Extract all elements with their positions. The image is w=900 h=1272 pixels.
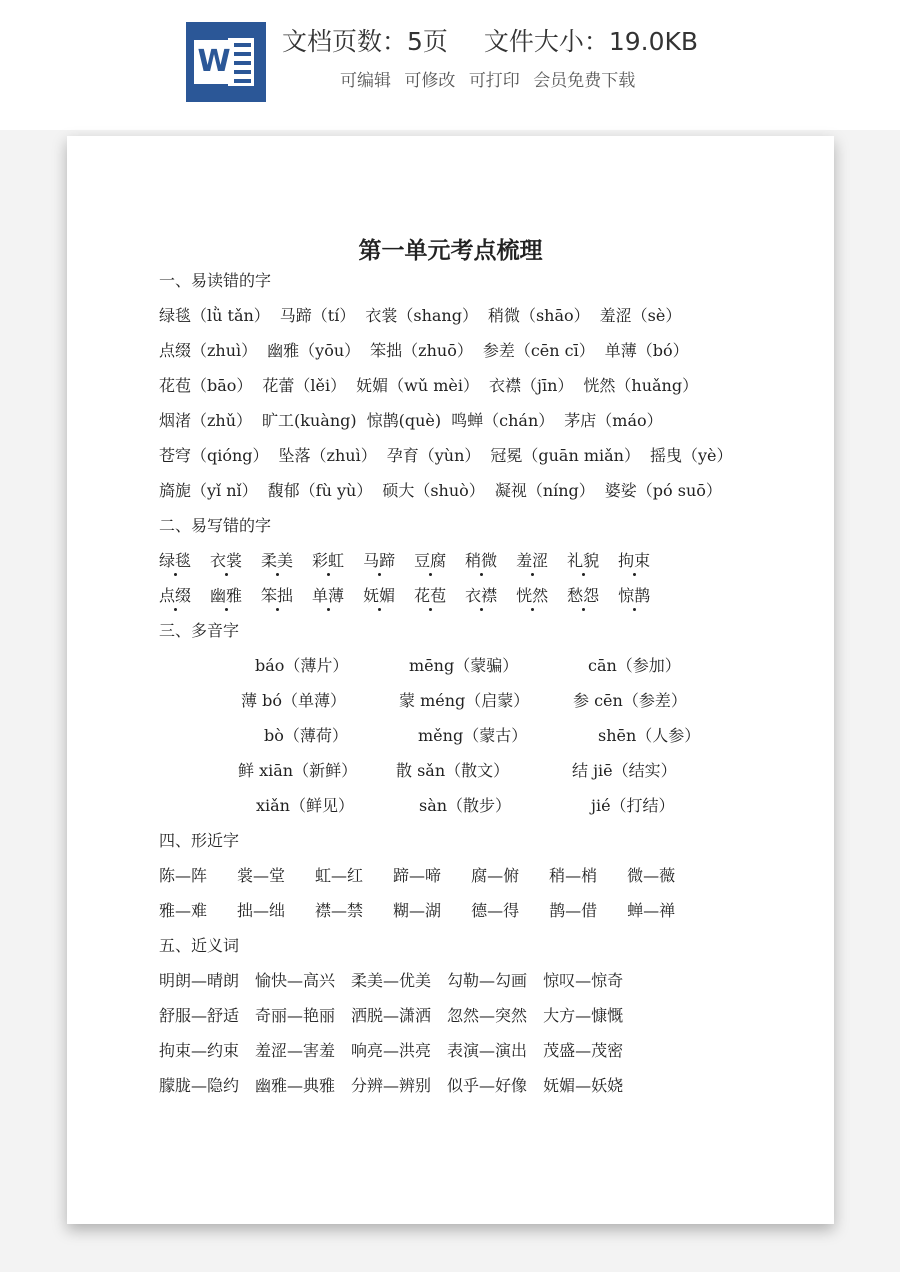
synonym-pair: 明朗—晴朗 bbox=[159, 971, 240, 990]
miswritten-word: 花苞 bbox=[414, 583, 446, 606]
misread-item: 衣裳（shang） bbox=[365, 306, 478, 325]
synonym-pair: 大方—慷慨 bbox=[543, 1006, 624, 1025]
misread-item: 摇曳（yè） bbox=[650, 446, 733, 465]
miswritten-word: 拘束 bbox=[618, 548, 650, 571]
similar-pair: 虹—红 bbox=[315, 866, 364, 885]
feature-printable: 可打印 bbox=[468, 71, 520, 91]
miswritten-word: 绿毯 bbox=[159, 548, 191, 571]
similar-pair: 鹊—借 bbox=[549, 901, 598, 920]
synonym-pair: 忽然—突然 bbox=[447, 1006, 528, 1025]
miswritten-word: 稍微 bbox=[465, 548, 497, 571]
similar-pair: 蹄—啼 bbox=[393, 866, 442, 885]
misread-item: 稍微（shāo） bbox=[487, 306, 590, 325]
misread-item: 冠冕（guān miǎn） bbox=[490, 446, 640, 465]
misread-item: 硕大（shuò） bbox=[382, 481, 485, 500]
synonym-pair: 柔美—优美 bbox=[351, 971, 432, 990]
misread-item: 点缀（zhuì） bbox=[159, 341, 258, 360]
synonym-pair: 妩媚—妖娆 bbox=[543, 1076, 624, 1095]
misread-row bbox=[159, 478, 732, 501]
miswritten-word: 单薄 bbox=[312, 583, 344, 606]
misread-item: 苍穹（qióng） bbox=[159, 446, 269, 465]
polyphonic-entry: báo（薄片） bbox=[255, 656, 349, 675]
misread-item: 鸣蝉（chán） bbox=[451, 411, 555, 430]
similar-pair: 稍—梢 bbox=[549, 866, 598, 885]
polyphonic-entry: 薄 bó（单薄） bbox=[241, 691, 346, 710]
synonym-pair: 拘束—约束 bbox=[159, 1041, 240, 1060]
miswritten-word: 礼貌 bbox=[567, 548, 599, 571]
miswritten-row bbox=[159, 548, 669, 571]
similar-pair: 微—薇 bbox=[627, 866, 676, 885]
file-info bbox=[282, 22, 726, 58]
misread-item: 茅店（máo） bbox=[564, 411, 663, 430]
similar-pair: 拙—绌 bbox=[237, 901, 286, 920]
misread-row bbox=[159, 443, 743, 466]
miswritten-word: 幽雅 bbox=[210, 583, 242, 606]
page-count: 文档页数：5页 bbox=[282, 27, 448, 56]
misread-row bbox=[159, 303, 691, 326]
miswritten-word: 愁怨 bbox=[567, 583, 599, 606]
misread-item: 幽雅（yōu） bbox=[267, 341, 361, 360]
synonym-pair: 表演—演出 bbox=[447, 1041, 528, 1060]
miswritten-word: 彩虹 bbox=[312, 548, 344, 571]
polyphonic-entry: měng（蒙古） bbox=[418, 726, 528, 745]
miswritten-word: 马蹄 bbox=[363, 548, 395, 571]
synonym-row bbox=[159, 1003, 639, 1026]
miswritten-row bbox=[159, 583, 669, 606]
synonym-pair: 分辨—辨别 bbox=[351, 1076, 432, 1095]
similar-pair: 德—得 bbox=[471, 901, 520, 920]
miswritten-word: 衣襟 bbox=[465, 583, 497, 606]
misread-item: 羞涩（sè） bbox=[599, 306, 682, 325]
misread-item: 马蹄（tí） bbox=[279, 306, 356, 325]
download-banner bbox=[0, 0, 900, 130]
section-heading-synonyms: 五、近义词 bbox=[159, 936, 240, 955]
synonym-pair: 响亮—洪亮 bbox=[351, 1041, 432, 1060]
document-title: 第一单元考点梳理 bbox=[358, 237, 543, 264]
synonym-pair: 羞涩—害羞 bbox=[255, 1041, 336, 1060]
synonym-pair: 奇丽—艳丽 bbox=[255, 1006, 336, 1025]
misread-item: 衣襟（jīn） bbox=[489, 376, 574, 395]
feature-list bbox=[340, 66, 643, 91]
synonym-pair: 惊叹—惊奇 bbox=[543, 971, 624, 990]
polyphonic-entry: 蒙 méng（启蒙） bbox=[399, 691, 530, 710]
similar-pair: 裳—堂 bbox=[237, 866, 286, 885]
synonym-pair: 朦胧—隐约 bbox=[159, 1076, 240, 1095]
miswritten-word: 羞涩 bbox=[516, 548, 548, 571]
synonym-pair: 洒脱—潇洒 bbox=[351, 1006, 432, 1025]
polyphonic-entry: bò（薄荷） bbox=[264, 726, 348, 745]
document-page bbox=[67, 136, 834, 1224]
similar-pair: 雅—难 bbox=[159, 901, 208, 920]
misread-item: 旖旎（yǐ nǐ） bbox=[159, 481, 258, 500]
misread-item: 坠落（zhuì） bbox=[278, 446, 377, 465]
synonym-pair: 勾勒—勾画 bbox=[447, 971, 528, 990]
similar-row bbox=[159, 863, 705, 886]
miswritten-word: 衣裳 bbox=[210, 548, 242, 571]
misread-item: 婆娑（pó suō） bbox=[604, 481, 722, 500]
file-size: 文件大小：19.0KB bbox=[483, 27, 699, 56]
feature-editable: 可编辑 bbox=[340, 71, 391, 91]
synonym-pair: 舒服—舒适 bbox=[159, 1006, 240, 1025]
similar-pair: 陈—阵 bbox=[159, 866, 208, 885]
miswritten-word: 恍然 bbox=[516, 583, 548, 606]
miswritten-word: 笨拙 bbox=[261, 583, 293, 606]
synonym-row bbox=[159, 1038, 639, 1061]
misread-item: 花苞（bāo） bbox=[159, 376, 253, 395]
polyphonic-entry: 散 sǎn（散文） bbox=[396, 761, 510, 780]
misread-item: 孕育（yùn） bbox=[386, 446, 481, 465]
misread-item: 参差（cēn cī） bbox=[482, 341, 595, 360]
synonym-row bbox=[159, 1073, 639, 1096]
section-heading-polyphonic: 三、多音字 bbox=[159, 621, 240, 640]
synonym-row bbox=[159, 968, 639, 991]
polyphonic-entry: jié（打结） bbox=[591, 796, 675, 815]
misread-item: 惊鹊(què) bbox=[366, 411, 442, 430]
misread-row bbox=[159, 373, 708, 396]
misread-item: 馥郁（fù yù） bbox=[267, 481, 373, 500]
synonym-pair: 茂盛—茂密 bbox=[543, 1041, 624, 1060]
feature-modifiable: 可修改 bbox=[404, 71, 456, 91]
section-heading-miswritten: 二、易写错的字 bbox=[159, 516, 272, 535]
synonym-pair: 幽雅—典雅 bbox=[255, 1076, 336, 1095]
polyphonic-entry: 参 cēn（参差） bbox=[573, 691, 687, 710]
polyphonic-entry: cān（参加） bbox=[588, 656, 681, 675]
miswritten-word: 豆腐 bbox=[414, 548, 446, 571]
misread-item: 凝视（níng） bbox=[494, 481, 595, 500]
misread-row bbox=[159, 408, 673, 431]
section-heading-similar-characters: 四、形近字 bbox=[159, 831, 240, 850]
polyphonic-entry: mēng（蒙骗） bbox=[409, 656, 519, 675]
similar-pair: 糊—湖 bbox=[393, 901, 442, 920]
miswritten-word: 妩媚 bbox=[363, 583, 395, 606]
misread-item: 花蕾（lěi） bbox=[262, 376, 347, 395]
polyphonic-entry: 结 jiē（结实） bbox=[572, 761, 677, 780]
polyphonic-entry: shēn（人参） bbox=[598, 726, 701, 745]
feature-member-download: 会员免费下载 bbox=[533, 71, 636, 91]
synonym-pair: 愉快—高兴 bbox=[255, 971, 336, 990]
miswritten-word: 柔美 bbox=[261, 548, 293, 571]
misread-item: 烟渚（zhǔ） bbox=[159, 411, 253, 430]
polyphonic-entry: 鲜 xiān（新鲜） bbox=[238, 761, 358, 780]
polyphonic-entry: xiǎn（鲜见） bbox=[256, 796, 354, 815]
misread-item: 恍然（huǎng） bbox=[583, 376, 699, 395]
polyphonic-entry: sàn（散步） bbox=[419, 796, 512, 815]
miswritten-word: 惊鹊 bbox=[618, 583, 650, 606]
misread-item: 绿毯（lǜ tǎn） bbox=[159, 306, 270, 325]
miswritten-word: 点缀 bbox=[159, 583, 191, 606]
similar-pair: 襟—禁 bbox=[315, 901, 364, 920]
misread-item: 笨拙（zhuō） bbox=[370, 341, 473, 360]
misread-item: 单薄（bó） bbox=[604, 341, 689, 360]
similar-pair: 蝉—禅 bbox=[627, 901, 676, 920]
synonym-pair: 似乎—好像 bbox=[447, 1076, 528, 1095]
word-document-icon: W bbox=[186, 22, 266, 102]
similar-row bbox=[159, 898, 705, 921]
similar-pair: 腐—俯 bbox=[471, 866, 520, 885]
misread-item: 旷工(kuàng) bbox=[262, 411, 357, 430]
section-heading-misread: 一、易读错的字 bbox=[159, 271, 272, 290]
misread-item: 妩媚（wǔ mèi） bbox=[356, 376, 479, 395]
misread-row bbox=[159, 338, 699, 361]
